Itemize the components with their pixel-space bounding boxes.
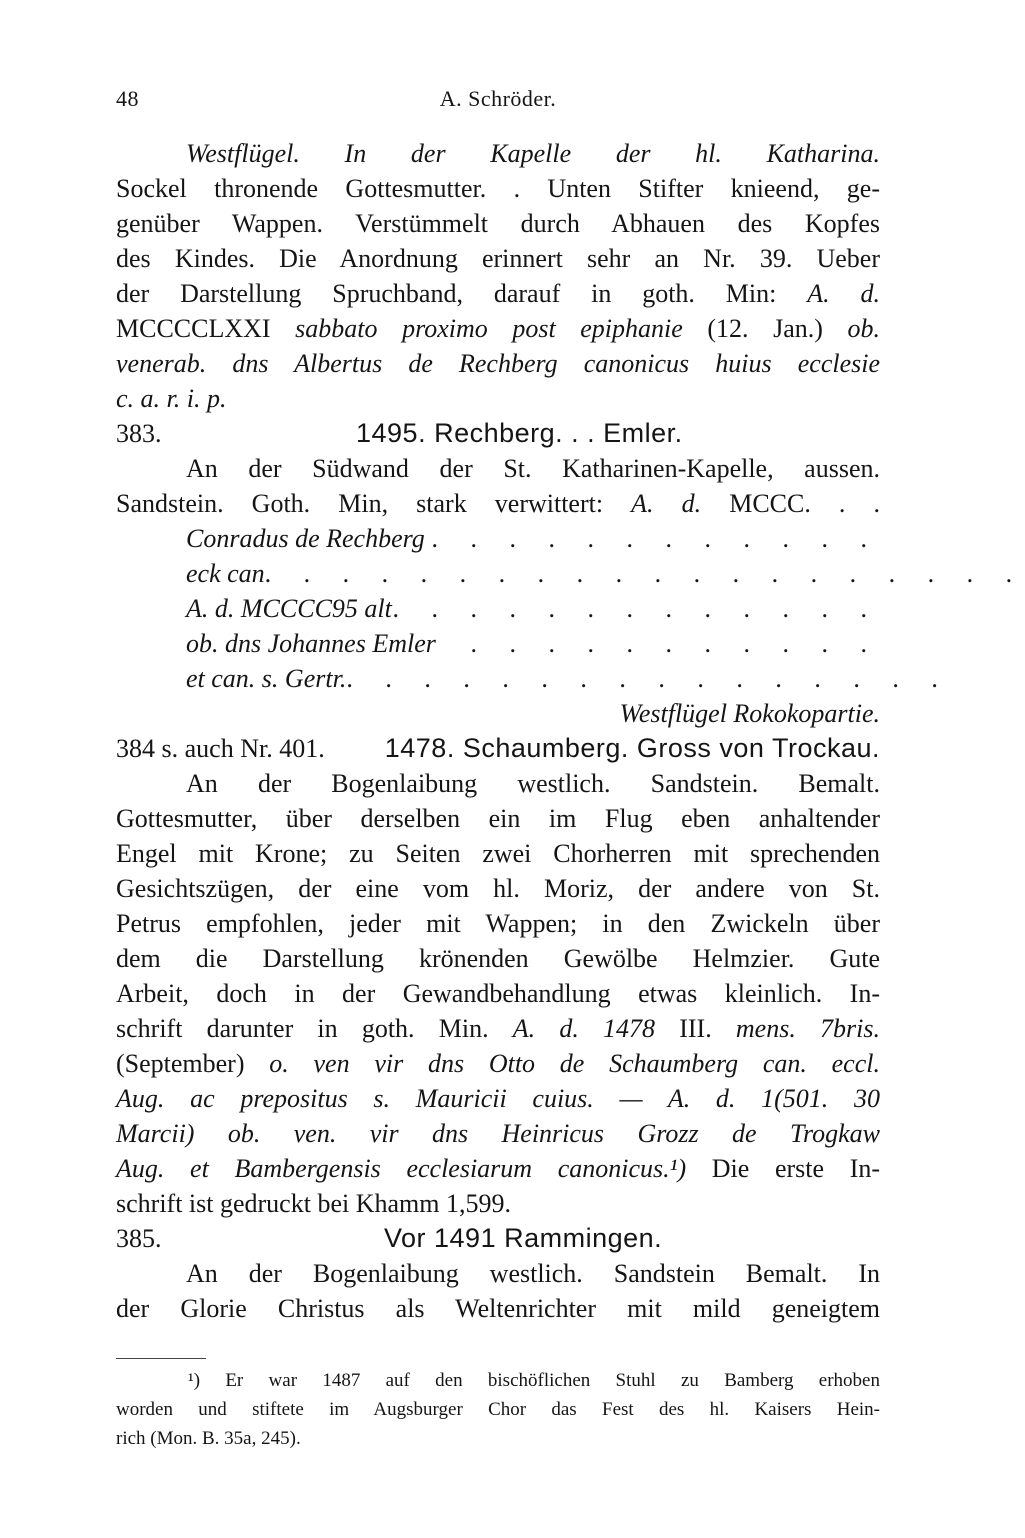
page-header <box>116 86 880 118</box>
inscription-list-item <box>116 521 880 556</box>
inscription-list-item <box>116 556 1025 591</box>
text-line: des Kindes. Die Anordnung erinnert sehr an Nr. 39. Ueber <box>116 244 880 273</box>
inscription-segment: A. d. <box>807 279 880 308</box>
text-line: Sockel thronende Gottesmutter. . Unten Stifter knieend, ge- <box>116 174 880 203</box>
text-line <box>116 486 880 521</box>
entry-heading <box>116 731 880 766</box>
ellipsis-dots: . . . . . . . . . . . <box>470 629 880 658</box>
entry-heading <box>116 416 880 451</box>
ellipsis-dots: . . . . . . . . . . . . . . . . . . . . <box>264 559 1025 588</box>
text-line: schrift ist gedruckt bei Khamm 1,599. <box>116 1189 511 1218</box>
running-title: A. Schröder. <box>439 86 557 111</box>
inscription-segment: ob. <box>847 314 881 343</box>
text-segment: (September) <box>116 1049 245 1078</box>
ellipsis-dots: . . . . . . . . . . . . . . . . <box>346 664 951 693</box>
ellipsis-dots: . . . . . . . . . . . . <box>431 524 880 553</box>
entry-number: 384 s. auch Nr. 401. <box>116 734 325 763</box>
ellipsis-dots: . . . . . . . . . . . . . <box>392 594 880 623</box>
text-segment: (12. Jan.) <box>707 314 823 343</box>
inscription-text: et can. s. Gertr. <box>186 664 347 693</box>
page-number: 48 <box>116 86 139 111</box>
footnote <box>116 1366 880 1453</box>
entry-title: 1495. Rechberg. . . Emler. <box>356 418 683 448</box>
text-segment: MCCCCLXXI <box>116 314 271 343</box>
text-line: genüber Wappen. Verstümmelt durch Abhauen des Kopfes <box>116 209 880 238</box>
text-line <box>116 1046 880 1081</box>
inscription-segment: o. ven vir dns Otto de Schaumberg can. eccl. <box>269 1049 880 1078</box>
entry-number: 385. <box>116 1224 162 1253</box>
inscription-text: ob. dns Johannes Emler <box>186 629 436 658</box>
inscription-segment: Aug. et Bambergensis ecclesiarum canonicus.¹) <box>116 1154 687 1183</box>
location-note: Westflügel Rokokopartie. <box>619 699 880 728</box>
text-line: An der Bogenlaibung westlich. Sandstein Bemalt. In <box>186 1259 880 1288</box>
inscription-segment: mens. 7bris. <box>735 1014 880 1043</box>
text-segment: III. <box>679 1014 712 1043</box>
inscription-line: Aug. ac prepositus s. Mauricii cuius. — A. d. 1(501. 30 <box>116 1084 880 1113</box>
footnote-line: ¹) Er war 1487 auf den bischöflichen Stuhl zu Bamberg erhoben <box>188 1370 880 1391</box>
inscription-line: Marcii) ob. ven. vir dns Heinricus Grozz de Trogkaw <box>116 1119 880 1148</box>
footnote-line: worden und stiftete im Augsburger Chor das Fest des hl. Kaisers Hein- <box>116 1399 880 1420</box>
text-line: der Glorie Christus als Weltenrichter mit mild geneigtem <box>116 1294 880 1323</box>
text-line: An der Südwand der St. Katharinen-Kapelle, aussen. <box>186 454 880 483</box>
text-segment: schrift darunter in goth. Min. <box>116 1014 489 1043</box>
entry-title: 1478. Schaumberg. Gross von Trockau. <box>384 733 880 763</box>
text-line: Gottesmutter, über derselben ein im Flug eben anhaltender <box>116 804 880 833</box>
inscription-line: venerab. dns Albertus de Rechberg canonicus huius ecclesie <box>116 349 880 378</box>
text-segment: der Darstellung Spruchband, darauf in goth. Min: <box>116 279 777 308</box>
entry-title: Vor 1491 Rammingen. <box>384 1223 663 1253</box>
inscription-text: Conradus de Rechberg <box>186 524 425 553</box>
inscription-line: c. a. r. i. p. <box>116 384 227 413</box>
inscription-segment: A. d. 1478 <box>512 1014 656 1043</box>
text-line: dem die Darstellung krönenden Gewölbe Helmzier. Gute <box>116 944 880 973</box>
entry-number: 383. <box>116 419 162 448</box>
inscription-segment: sabbato proximo post epiphanie <box>295 314 683 343</box>
text-line <box>116 276 880 311</box>
footnote-line: rich (Mon. B. 35a, 245). <box>116 1428 301 1449</box>
body-text <box>116 136 1025 1326</box>
inscription-text: A. d. MCCCC95 alt <box>186 594 392 623</box>
location-heading: Westflügel. In der Kapelle der hl. Katharina. <box>186 139 880 168</box>
text-segment: MCCC. . . <box>729 489 880 518</box>
text-line <box>116 1151 880 1186</box>
inscription-list-item <box>116 661 951 696</box>
text-line <box>116 311 880 346</box>
text-line: Engel mit Krone; zu Seiten zwei Chorherren mit sprechenden <box>116 839 880 868</box>
footnote-rule <box>116 1358 206 1359</box>
inscription-list-item <box>116 626 880 661</box>
text-line: An der Bogenlaibung westlich. Sandstein. Bemalt. <box>186 769 880 798</box>
inscription-list-item <box>116 591 880 626</box>
text-line <box>116 1011 880 1046</box>
inscription-text: eck can <box>186 559 265 588</box>
text-segment: Die erste In- <box>711 1154 881 1183</box>
text-line: Petrus empfohlen, jeder mit Wappen; in den Zwickeln über <box>116 909 880 938</box>
inscription-segment: A. d. <box>631 489 702 518</box>
text-segment: Sandstein. Goth. Min, stark verwittert: <box>116 489 604 518</box>
text-line: Arbeit, doch in der Gewandbehandlung etwas kleinlich. In- <box>116 979 880 1008</box>
text-line: Gesichtszügen, der eine vom hl. Moriz, der andere von St. <box>116 874 880 903</box>
entry-heading <box>116 1221 880 1256</box>
